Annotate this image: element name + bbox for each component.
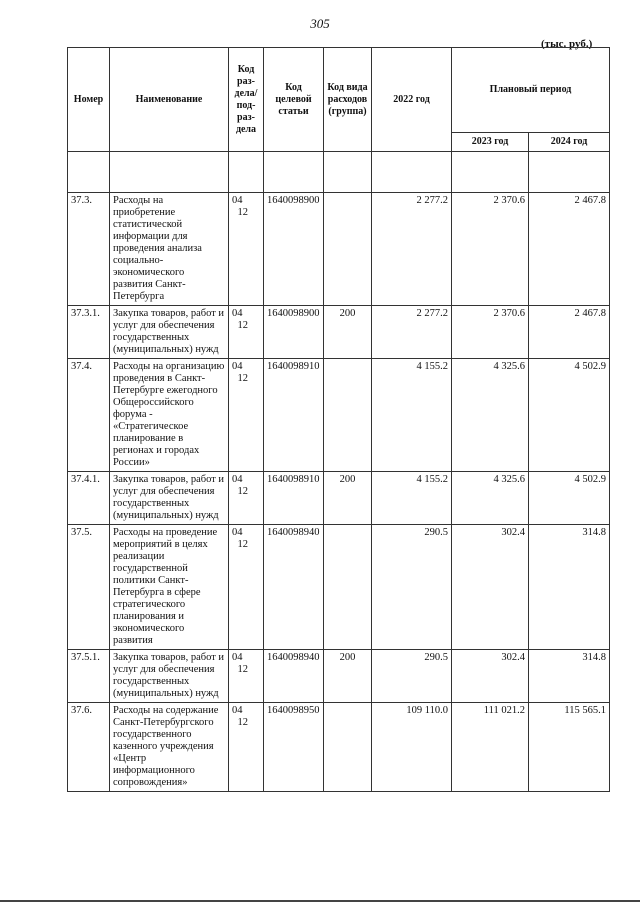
header-row	[68, 48, 610, 133]
row-name: Расходы на организацию проведения в Санкт-Петербурге ежегодного Общероссийского форума - «Стратегическое планирование в регионах и городах России»	[110, 359, 229, 472]
row-name: Расходы на приобретение статистической информации для проведения анализа социально-экономического развития Санкт-Петербурга	[110, 193, 229, 306]
row-2022: 4 155.2	[372, 359, 452, 472]
row-subsection: 12	[237, 320, 248, 331]
header-spacer	[68, 152, 610, 193]
row-type-code: 200	[324, 306, 372, 359]
row-type-code: 200	[324, 650, 372, 703]
row-target-code: 1640098900	[264, 193, 324, 306]
row-number: 37.4.	[68, 359, 110, 472]
row-subsection: 12	[237, 539, 248, 550]
row-name: Закупка товаров, работ и услуг для обеспечения государственных (муниципальных) нужд	[110, 306, 229, 359]
row-2024: 314.8	[529, 650, 610, 703]
row-2022: 109 110.0	[372, 703, 452, 792]
header-2023: 2023 год	[452, 133, 529, 152]
row-subsection: 12	[237, 373, 248, 384]
row-name: Расходы на содержание Санкт-Петербургского государственного казенного учреждения «Центр информационного сопровождения»	[110, 703, 229, 792]
row-target-code: 1640098950	[264, 703, 324, 792]
row-subsection: 12	[237, 664, 248, 675]
row-number: 37.4.1.	[68, 472, 110, 525]
row-2024: 2 467.8	[529, 306, 610, 359]
header-type: Код вида расходов (группа)	[324, 48, 372, 152]
row-name: Расходы на проведение мероприятий в целях реализации государственной политики Санкт-Петербурга в сфере стратегического планирования и экономического развития	[110, 525, 229, 650]
row-2023: 302.4	[452, 650, 529, 703]
row-name: Закупка товаров, работ и услуг для обеспечения государственных (муниципальных) нужд	[110, 472, 229, 525]
row-type-code	[324, 193, 372, 306]
row-2023: 4 325.6	[452, 359, 529, 472]
table-row	[68, 193, 610, 306]
row-2024: 115 565.1	[529, 703, 610, 792]
row-name: Закупка товаров, работ и услуг для обеспечения государственных (муниципальных) нужд	[110, 650, 229, 703]
footer-rule	[0, 900, 640, 902]
row-2023: 2 370.6	[452, 306, 529, 359]
row-target-code: 1640098940	[264, 525, 324, 650]
table-body	[68, 193, 610, 792]
header-2024: 2024 год	[529, 133, 610, 152]
row-2023: 302.4	[452, 525, 529, 650]
row-2024: 2 467.8	[529, 193, 610, 306]
row-section: 04	[232, 652, 243, 663]
header-number: Номер	[68, 48, 110, 152]
row-type-code	[324, 703, 372, 792]
row-section: 04	[232, 195, 243, 206]
row-target-code: 1640098910	[264, 359, 324, 472]
row-section-code	[229, 703, 264, 792]
row-2024: 314.8	[529, 525, 610, 650]
row-section-code	[229, 306, 264, 359]
row-2022: 290.5	[372, 650, 452, 703]
row-number: 37.5.	[68, 525, 110, 650]
table-row	[68, 306, 610, 359]
row-2022: 290.5	[372, 525, 452, 650]
row-2023: 4 325.6	[452, 472, 529, 525]
row-section-code	[229, 650, 264, 703]
table-row	[68, 359, 610, 472]
row-subsection: 12	[237, 486, 248, 497]
row-subsection: 12	[237, 207, 248, 218]
row-number: 37.3.	[68, 193, 110, 306]
header-name: Наименование	[110, 48, 229, 152]
row-type-code: 200	[324, 472, 372, 525]
header-period: Плановый период	[452, 48, 610, 133]
row-number: 37.5.1.	[68, 650, 110, 703]
row-type-code	[324, 359, 372, 472]
row-2022: 2 277.2	[372, 306, 452, 359]
row-section: 04	[232, 474, 243, 485]
header-2022: 2022 год	[372, 48, 452, 152]
row-target-code: 1640098910	[264, 472, 324, 525]
table-row	[68, 472, 610, 525]
row-number: 37.3.1.	[68, 306, 110, 359]
table-row	[68, 650, 610, 703]
row-section: 04	[232, 527, 243, 538]
row-section-code	[229, 193, 264, 306]
row-2024: 4 502.9	[529, 359, 610, 472]
row-type-code	[324, 525, 372, 650]
row-section-code	[229, 525, 264, 650]
row-2023: 111 021.2	[452, 703, 529, 792]
row-2023: 2 370.6	[452, 193, 529, 306]
table-row	[68, 525, 610, 650]
row-section-code	[229, 359, 264, 472]
header-target: Код целевой статьи	[264, 48, 324, 152]
page-number: 305	[310, 16, 330, 31]
row-2024: 4 502.9	[529, 472, 610, 525]
budget-table	[67, 47, 610, 792]
table-row	[68, 703, 610, 792]
units-label: (тыс. руб.)	[541, 38, 593, 50]
row-target-code: 1640098900	[264, 306, 324, 359]
row-2022: 4 155.2	[372, 472, 452, 525]
row-number: 37.6.	[68, 703, 110, 792]
row-target-code: 1640098940	[264, 650, 324, 703]
row-2022: 2 277.2	[372, 193, 452, 306]
row-subsection: 12	[237, 717, 248, 728]
row-section-code	[229, 472, 264, 525]
row-section: 04	[232, 705, 243, 716]
row-section: 04	[232, 308, 243, 319]
header-section: Код раз-дела/ под-раз-дела	[229, 48, 264, 152]
row-section: 04	[232, 361, 243, 372]
